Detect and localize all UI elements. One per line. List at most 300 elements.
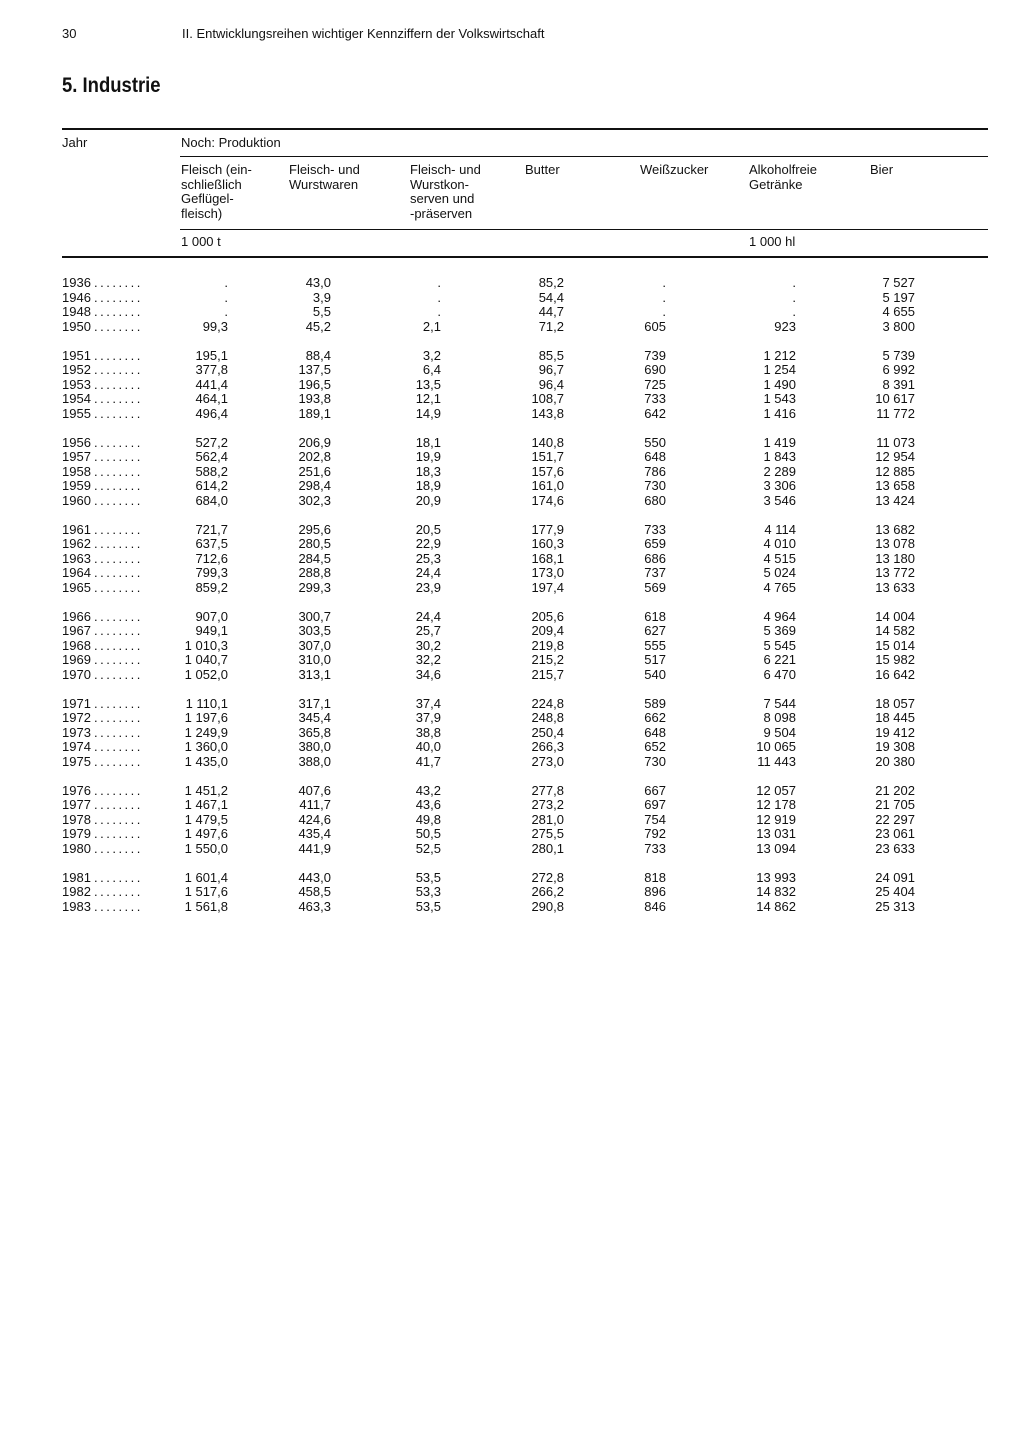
leader-dots: ........ <box>94 811 143 827</box>
value-cell: 43,0 <box>305 275 331 290</box>
year-cell: 1936 <box>62 275 91 290</box>
value-cell: 157,6 <box>531 463 564 479</box>
value-cell: 24 091 <box>875 869 915 885</box>
value-cell: 23 061 <box>875 826 915 841</box>
value-cell: 1 249,9 <box>184 724 228 740</box>
value-cell: 1 110,1 <box>185 695 228 711</box>
value-cell: 151,7 <box>531 449 564 464</box>
year-cell: 1962 <box>62 536 91 551</box>
value-cell: 659 <box>644 536 666 551</box>
value-cell: 792 <box>644 826 666 841</box>
value-cell: 277,8 <box>531 782 564 798</box>
value-cell: 189,1 <box>298 405 331 421</box>
table-row <box>62 639 962 654</box>
value-cell: . <box>437 304 441 319</box>
value-cell: 219,8 <box>531 637 564 653</box>
value-cell: 99,3 <box>202 318 228 334</box>
leader-dots: ........ <box>94 521 143 537</box>
value-cell: 1 550,0 <box>184 840 228 856</box>
value-cell: 10 065 <box>756 739 796 754</box>
leader-dots: ........ <box>94 826 143 841</box>
value-cell: 4 515 <box>763 550 796 566</box>
value-cell: 463,3 <box>298 898 331 914</box>
value-cell: 12 885 <box>875 463 915 479</box>
value-cell: 1 479,5 <box>184 811 228 827</box>
year-cell: 1974 <box>62 739 91 754</box>
leader-dots: ........ <box>94 840 143 856</box>
value-cell: 53,5 <box>415 898 441 914</box>
value-cell: 555 <box>644 637 666 653</box>
value-cell: 11 073 <box>876 434 915 450</box>
value-cell: 43,6 <box>415 797 441 812</box>
table-row <box>62 450 962 465</box>
value-cell: 21 705 <box>875 797 915 812</box>
value-cell: 443,0 <box>298 869 331 885</box>
table-row <box>62 813 962 828</box>
year-cell: 1979 <box>62 826 91 841</box>
value-cell: 949,1 <box>195 623 228 638</box>
value-cell: 686 <box>644 550 666 566</box>
value-cell: 3 306 <box>763 478 796 493</box>
value-cell: 730 <box>644 478 666 493</box>
value-cell: 53,5 <box>415 869 441 885</box>
top-rule <box>62 128 988 130</box>
leader-dots: ........ <box>94 666 143 682</box>
value-cell: 13 078 <box>875 536 915 551</box>
value-cell: . <box>224 275 228 290</box>
value-cell: 550 <box>644 434 666 450</box>
value-cell: 464,1 <box>195 391 228 406</box>
table-row <box>62 653 962 668</box>
value-cell: 697 <box>644 797 666 812</box>
value-cell: 13 031 <box>756 826 796 841</box>
value-cell: 1 254 <box>763 362 796 377</box>
value-cell: 1 197,6 <box>184 710 228 725</box>
value-cell: 365,8 <box>298 724 331 740</box>
value-cell: 96,4 <box>538 376 564 392</box>
value-cell: 21 202 <box>875 782 915 798</box>
value-cell: 49,8 <box>415 811 441 827</box>
value-cell: 652 <box>644 739 666 754</box>
value-cell: 13 772 <box>875 565 915 580</box>
value-cell: 19 412 <box>875 724 915 740</box>
value-cell: 251,6 <box>298 463 331 479</box>
value-cell: 18 445 <box>875 710 915 725</box>
value-cell: 209,4 <box>531 623 564 638</box>
value-cell: 290,8 <box>531 898 564 914</box>
unit-rule <box>62 256 988 258</box>
table-row <box>62 378 962 393</box>
value-cell: 1 451,2 <box>184 782 228 798</box>
year-group <box>62 349 962 422</box>
year-cell: 1973 <box>62 724 91 740</box>
table-row <box>62 697 962 712</box>
table-row <box>62 363 962 378</box>
value-cell: 730 <box>644 753 666 769</box>
year-cell: 1961 <box>62 521 91 537</box>
table-row <box>62 885 962 900</box>
table-row <box>62 624 962 639</box>
value-cell: 40,0 <box>415 739 441 754</box>
value-cell: 275,5 <box>531 826 564 841</box>
value-cell: 13 094 <box>756 840 796 856</box>
value-cell: 6 470 <box>763 666 796 682</box>
value-cell: 140,8 <box>531 434 564 450</box>
year-cell: 1981 <box>62 869 91 885</box>
value-cell: 7 527 <box>882 275 915 290</box>
leader-dots: ........ <box>94 362 143 377</box>
value-cell: 540 <box>644 666 666 682</box>
value-cell: 923 <box>774 318 796 334</box>
table-row <box>62 320 962 335</box>
value-cell: 2 289 <box>763 463 796 479</box>
value-cell: 23,9 <box>415 579 441 595</box>
value-cell: 196,5 <box>298 376 331 392</box>
value-cell: 407,6 <box>298 782 331 798</box>
value-cell: 424,6 <box>298 811 331 827</box>
section-title: 5. Industrie <box>62 74 161 97</box>
value-cell: 1 360,0 <box>184 739 228 754</box>
value-cell: 662 <box>644 710 666 725</box>
value-cell: 34,6 <box>415 666 441 682</box>
column-header-weisszucker: Weißzucker <box>640 162 709 177</box>
table-row <box>62 407 962 422</box>
table-row <box>62 566 962 581</box>
value-cell: 15 014 <box>875 637 915 653</box>
value-cell: 8 391 <box>882 376 915 392</box>
value-cell: 273,2 <box>531 797 564 812</box>
value-cell: . <box>224 289 228 305</box>
table-row <box>62 291 962 306</box>
value-cell: 1 416 <box>763 405 796 421</box>
table-row <box>62 726 962 741</box>
value-cell: 284,5 <box>298 550 331 566</box>
value-cell: 298,4 <box>298 478 331 493</box>
value-cell: 19,9 <box>415 449 441 464</box>
value-cell: 4 114 <box>764 521 796 537</box>
year-cell: 1963 <box>62 550 91 566</box>
value-cell: 37,4 <box>415 695 441 711</box>
value-cell: 1 517,6 <box>184 884 228 899</box>
value-cell: 313,1 <box>298 666 331 682</box>
value-cell: 786 <box>644 463 666 479</box>
value-cell: . <box>792 275 796 290</box>
value-cell: 2,1 <box>422 318 441 334</box>
value-cell: 50,5 <box>415 826 441 841</box>
value-cell: 45,2 <box>305 318 331 334</box>
value-cell: 20,9 <box>415 492 441 508</box>
value-cell: 43,2 <box>415 782 441 798</box>
year-cell: 1968 <box>62 637 91 653</box>
value-cell: 4 655 <box>882 304 915 319</box>
value-cell: 161,0 <box>531 478 564 493</box>
value-cell: 8 098 <box>763 710 796 725</box>
leader-dots: ........ <box>94 565 143 580</box>
value-cell: 224,8 <box>531 695 564 711</box>
value-cell: 108,7 <box>531 391 564 406</box>
value-cell: 18,1 <box>415 434 441 450</box>
year-cell: 1948 <box>62 304 91 319</box>
year-cell: 1970 <box>62 666 91 682</box>
value-cell: 712,6 <box>195 550 228 566</box>
value-cell: . <box>792 304 796 319</box>
value-cell: 25,3 <box>415 550 441 566</box>
value-cell: . <box>662 289 666 305</box>
value-cell: 733 <box>644 391 666 406</box>
value-cell: 648 <box>644 449 666 464</box>
value-cell: 739 <box>644 347 666 363</box>
leader-dots: ........ <box>94 739 143 754</box>
value-cell: 1 467,1 <box>184 797 228 812</box>
year-cell: 1969 <box>62 652 91 667</box>
leader-dots: ........ <box>94 376 143 392</box>
value-cell: 299,3 <box>298 579 331 595</box>
value-cell: 3 546 <box>763 492 796 508</box>
year-cell: 1958 <box>62 463 91 479</box>
leader-dots: ........ <box>94 884 143 899</box>
value-cell: 13 424 <box>875 492 915 508</box>
year-cell: 1950 <box>62 318 91 334</box>
value-cell: 25 313 <box>875 898 915 914</box>
value-cell: 1 212 <box>763 347 796 363</box>
leader-dots: ........ <box>94 724 143 740</box>
value-cell: 22,9 <box>415 536 441 551</box>
value-cell: 605 <box>644 318 666 334</box>
year-group <box>62 610 962 683</box>
table-row <box>62 827 962 842</box>
value-cell: 5 545 <box>763 637 796 653</box>
value-cell: 9 504 <box>763 724 796 740</box>
value-cell: 288,8 <box>298 565 331 580</box>
table-row <box>62 392 962 407</box>
value-cell: 589 <box>644 695 666 711</box>
value-cell: 1 419 <box>763 434 796 450</box>
value-cell: 441,4 <box>195 376 228 392</box>
year-cell: 1952 <box>62 362 91 377</box>
leader-dots: ........ <box>94 579 143 595</box>
value-cell: 4 964 <box>763 608 796 624</box>
table-row <box>62 537 962 552</box>
data-table <box>62 276 962 929</box>
leader-dots: ........ <box>94 898 143 914</box>
leader-dots: ........ <box>94 623 143 638</box>
value-cell: 642 <box>644 405 666 421</box>
leader-dots: ........ <box>94 797 143 812</box>
value-cell: 24,4 <box>415 608 441 624</box>
value-cell: 23 633 <box>875 840 915 856</box>
page-number: 30 <box>62 26 77 41</box>
value-cell: 377,8 <box>195 362 228 377</box>
value-cell: 496,4 <box>195 405 228 421</box>
leader-dots: ........ <box>94 550 143 566</box>
value-cell: 345,4 <box>298 710 331 725</box>
year-cell: 1978 <box>62 811 91 827</box>
value-cell: 733 <box>644 521 666 537</box>
table-row <box>62 842 962 857</box>
year-group <box>62 523 962 596</box>
value-cell: 3,2 <box>422 347 441 363</box>
unit-label-hectolitres: 1 000 hl <box>749 234 796 249</box>
value-cell: 1 052,0 <box>184 666 228 682</box>
value-cell: 1 010,3 <box>184 637 228 653</box>
value-cell: 71,2 <box>538 318 564 334</box>
running-head: II. Entwicklungsreihen wichtiger Kennziffern der Volkswirtschaft <box>182 26 545 41</box>
value-cell: 41,7 <box>415 753 441 769</box>
table-row <box>62 436 962 451</box>
value-cell: 215,2 <box>531 652 564 667</box>
value-cell: 411,7 <box>299 797 331 812</box>
year-group <box>62 436 962 509</box>
value-cell: 6,4 <box>422 362 441 377</box>
value-cell: 25,7 <box>415 623 441 638</box>
column-header-fleisch-wurstwaren: Fleisch- und Wurstwaren <box>289 162 360 192</box>
value-cell: 38,8 <box>415 724 441 740</box>
value-cell: . <box>662 304 666 319</box>
table-row <box>62 276 962 291</box>
value-cell: 137,5 <box>298 362 331 377</box>
table-row <box>62 523 962 538</box>
value-cell: 737 <box>644 565 666 580</box>
value-cell: 721,7 <box>195 521 228 537</box>
value-cell: . <box>662 275 666 290</box>
value-cell: 527,2 <box>195 434 228 450</box>
value-cell: 20 380 <box>875 753 915 769</box>
column-header-butter: Butter <box>525 162 560 177</box>
table-row <box>62 552 962 567</box>
value-cell: 725 <box>644 376 666 392</box>
leader-dots: ........ <box>94 695 143 711</box>
value-cell: 295,6 <box>298 521 331 537</box>
value-cell: 302,3 <box>298 492 331 508</box>
value-cell: 206,9 <box>298 434 331 450</box>
value-cell: 5 369 <box>763 623 796 638</box>
value-cell: 168,1 <box>531 550 564 566</box>
value-cell: 13 658 <box>875 478 915 493</box>
value-cell: 18,9 <box>415 478 441 493</box>
value-cell: 13 180 <box>875 550 915 566</box>
leader-dots: ........ <box>94 782 143 798</box>
value-cell: 10 617 <box>875 391 915 406</box>
value-cell: 618 <box>644 608 666 624</box>
value-cell: 562,4 <box>195 449 228 464</box>
value-cell: 12 057 <box>756 782 796 798</box>
table-row <box>62 900 962 915</box>
value-cell: 680 <box>644 492 666 508</box>
year-cell: 1964 <box>62 565 91 580</box>
value-cell: 896 <box>644 884 666 899</box>
leader-dots: ........ <box>94 536 143 551</box>
value-cell: 14 582 <box>875 623 915 638</box>
value-cell: 5 197 <box>882 289 915 305</box>
value-cell: 52,5 <box>415 840 441 856</box>
value-cell: 11 772 <box>876 405 915 421</box>
year-cell: 1955 <box>62 405 91 421</box>
column-header-rule <box>180 229 988 230</box>
value-cell: 637,5 <box>195 536 228 551</box>
value-cell: 846 <box>644 898 666 914</box>
value-cell: 380,0 <box>298 739 331 754</box>
value-cell: 13 682 <box>875 521 915 537</box>
value-cell: 30,2 <box>415 637 441 653</box>
leader-dots: ........ <box>94 289 143 305</box>
value-cell: 11 443 <box>757 753 796 769</box>
value-cell: 174,6 <box>531 492 564 508</box>
table-row <box>62 494 962 509</box>
value-cell: 16 642 <box>875 666 915 682</box>
value-cell: 143,8 <box>531 405 564 421</box>
value-cell: . <box>224 304 228 319</box>
table-row <box>62 871 962 886</box>
value-cell: 273,0 <box>531 753 564 769</box>
value-cell: 1 497,6 <box>184 826 228 841</box>
value-cell: 388,0 <box>298 753 331 769</box>
value-cell: 14,9 <box>415 405 441 421</box>
value-cell: 197,4 <box>531 579 564 595</box>
table-row <box>62 610 962 625</box>
value-cell: 96,7 <box>538 362 564 377</box>
table-row <box>62 740 962 755</box>
value-cell: 44,7 <box>538 304 564 319</box>
value-cell: 20,5 <box>415 521 441 537</box>
year-cell: 1954 <box>62 391 91 406</box>
column-header-alkoholfreie-getraenke: Alkoholfreie Getränke <box>749 162 817 192</box>
value-cell: 5,5 <box>312 304 331 319</box>
value-cell: 250,4 <box>531 724 564 740</box>
year-header: Jahr <box>62 135 88 150</box>
value-cell: 317,1 <box>298 695 331 711</box>
value-cell: 24,4 <box>415 565 441 580</box>
value-cell: 684,0 <box>195 492 228 508</box>
value-cell: 19 308 <box>875 739 915 754</box>
value-cell: 818 <box>644 869 666 885</box>
value-cell: 303,5 <box>298 623 331 638</box>
value-cell: 1 490 <box>763 376 796 392</box>
year-cell: 1951 <box>62 347 91 363</box>
year-cell: 1977 <box>62 797 91 812</box>
leader-dots: ........ <box>94 608 143 624</box>
value-cell: 205,6 <box>531 608 564 624</box>
value-cell: 907,0 <box>195 608 228 624</box>
value-cell: 1 435,0 <box>184 753 228 769</box>
leader-dots: ........ <box>94 463 143 479</box>
value-cell: 12 919 <box>756 811 796 827</box>
value-cell: 6 221 <box>763 652 796 667</box>
year-cell: 1959 <box>62 478 91 493</box>
value-cell: 15 982 <box>875 652 915 667</box>
value-cell: 266,3 <box>531 739 564 754</box>
value-cell: 193,8 <box>298 391 331 406</box>
value-cell: 307,0 <box>298 637 331 653</box>
value-cell: 4 765 <box>763 579 796 595</box>
value-cell: 53,3 <box>415 884 441 899</box>
value-cell: 18 057 <box>875 695 915 711</box>
value-cell: 300,7 <box>298 608 331 624</box>
table-row <box>62 479 962 494</box>
value-cell: . <box>437 275 441 290</box>
leader-dots: ........ <box>94 405 143 421</box>
leader-dots: ........ <box>94 391 143 406</box>
value-cell: 13 633 <box>875 579 915 595</box>
value-cell: 627 <box>644 623 666 638</box>
leader-dots: ........ <box>94 347 143 363</box>
value-cell: 569 <box>644 579 666 595</box>
year-cell: 1966 <box>62 608 91 624</box>
table-row <box>62 349 962 364</box>
year-cell: 1972 <box>62 710 91 725</box>
value-cell: 859,2 <box>195 579 228 595</box>
table-row <box>62 305 962 320</box>
year-cell: 1960 <box>62 492 91 508</box>
